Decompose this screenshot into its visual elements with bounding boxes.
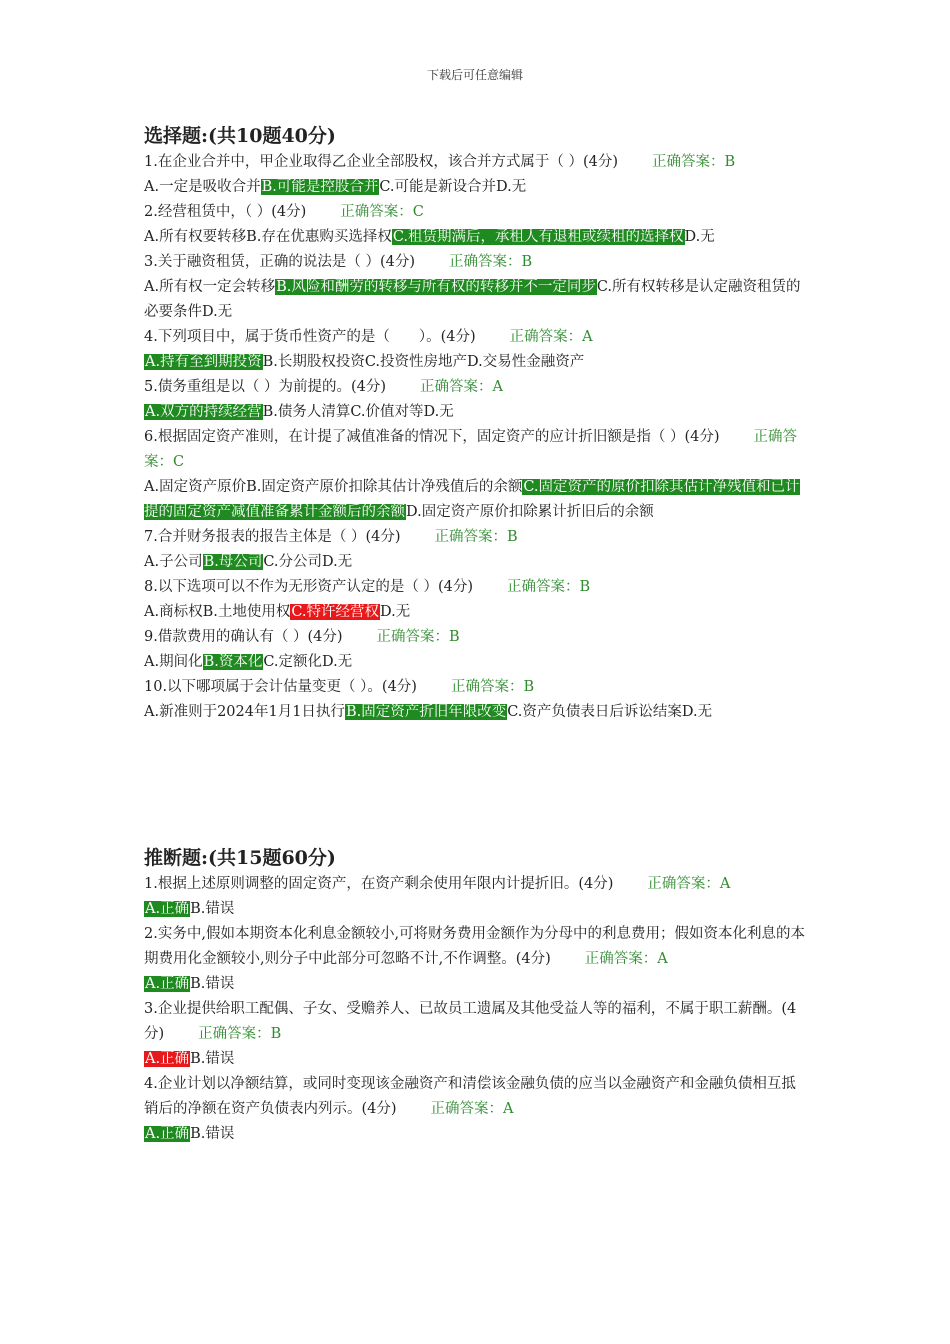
- section-title: 选择题:(共10题40分): [144, 125, 336, 147]
- option: D.无: [496, 179, 527, 195]
- option: B.债务人清算: [262, 404, 351, 420]
- correct-answer: 正确答案：B: [198, 1026, 282, 1042]
- correct-answer: 正确答案：B: [376, 629, 460, 645]
- question-stem: [144, 675, 808, 700]
- question-text: 2.经营租赁中，（ ）(4分): [144, 204, 307, 220]
- option-line: [144, 175, 808, 200]
- option-line: [144, 897, 808, 922]
- option-line: [144, 650, 808, 675]
- option: D.交易性金融资产: [467, 354, 585, 370]
- option-correct: A.双方的持续经营: [145, 404, 262, 420]
- option-line: [144, 550, 808, 575]
- option: D.无: [322, 554, 353, 570]
- option: A.商标权: [144, 604, 203, 620]
- option-correct: C.固定资产的原价扣除其估计净残值和已计提的固定资产减值准备累计金额后的余额: [144, 479, 800, 520]
- question-text: 4.企业计划以净额结算，或同时变现该金融资产和清偿该金融负债的应当以金融资产和金融负债相互抵销后的净额在资产负债表内列示。(4分): [144, 1076, 796, 1117]
- option: D.无: [681, 704, 713, 720]
- option-correct: B.固定资产折旧年限改变: [345, 704, 507, 720]
- correct-answer: 正确答案：B: [450, 679, 535, 695]
- option-wrong-selected: A.正确: [145, 1051, 190, 1067]
- question-text: 3.关于融资租赁，正确的说法是（ ）(4分): [144, 254, 415, 270]
- option: D.无: [380, 604, 411, 620]
- option: D.无: [202, 304, 233, 320]
- judgment-section: [144, 844, 808, 1147]
- option: B.错误: [190, 1126, 235, 1142]
- question-text: 8.以下选项可以不作为无形资产认定的是（ ）(4分): [144, 579, 473, 595]
- option: C.可能是新设合并: [379, 179, 497, 195]
- question-text: 2.实务中,假如本期资本化利息金额较小,可将财务费用金额作为分母中的利息费用；假如资本化利息的本期费用化金额较小,则分子中此部分可忽略不计,不作调整。(4分): [144, 926, 806, 967]
- option: D.无: [322, 654, 353, 670]
- correct-answer: 正确答案：C: [144, 429, 797, 470]
- option: C.价值对等: [350, 404, 424, 420]
- option: D.无: [684, 229, 715, 245]
- option-line: [144, 1122, 808, 1147]
- question-text: 1.在企业合并中，甲企业取得乙企业全部股权，该合并方式属于（ ）(4分): [144, 154, 618, 170]
- option-correct: A.正确: [145, 1126, 190, 1142]
- option: B.错误: [190, 901, 235, 917]
- option: C.所有权转移是认定融资租赁的必要条件: [144, 279, 801, 320]
- option: A.新准则于2024年1月1日执行: [144, 704, 345, 720]
- option-line: [144, 600, 808, 625]
- option-line: [144, 1047, 808, 1072]
- correct-answer: 正确答案：A: [647, 876, 731, 892]
- question-stem: [144, 575, 808, 600]
- question-text: 3.企业提供给职工配偶、子女、受赡养人、已故员工遗属及其他受益人等的福利，不属于职工薪酬。(4分): [144, 1001, 797, 1042]
- option: C.投资性房地产: [364, 354, 468, 370]
- option: B.土地使用权: [202, 604, 291, 620]
- question-stem: [144, 997, 808, 1047]
- choice-section: [144, 122, 808, 725]
- question-stem: [144, 325, 808, 350]
- correct-answer: 正确答案：A: [509, 329, 593, 345]
- question-stem: [144, 250, 808, 275]
- option: A.所有权要转移: [144, 229, 247, 245]
- option: B.固定资产原价扣除其估计净残值后的余额: [246, 479, 523, 495]
- option-wrong-selected: C.特许经营权: [291, 604, 380, 620]
- option-line: [144, 225, 808, 250]
- question-stem: [144, 1072, 808, 1122]
- option: B.错误: [190, 1051, 235, 1067]
- question-stem: [144, 625, 808, 650]
- question-stem: [144, 922, 808, 972]
- option: A.期间化: [144, 654, 203, 670]
- correct-answer: 正确答案：B: [651, 154, 736, 170]
- question-text: 10.以下哪项属于会计估量变更（ ）。(4分): [144, 679, 417, 695]
- option-correct: A.持有至到期投资: [145, 354, 262, 370]
- option-correct: B.风险和酬劳的转移与所有权的转移并不一定同步: [276, 279, 596, 295]
- option: A.所有权一定会转移: [144, 279, 276, 295]
- question-text: 5.债务重组是以（ ）为前提的。(4分): [144, 379, 386, 395]
- question-stem: [144, 200, 808, 225]
- question-text: 1.根据上述原则调整的固定资产，在资产剩余使用年限内计提折旧。(4分): [144, 876, 614, 892]
- option-correct: A.正确: [145, 976, 190, 992]
- question-stem: [144, 425, 808, 475]
- question-stem: [144, 375, 808, 400]
- option: B.存在优惠购买选择权: [246, 229, 392, 245]
- page-header: 下载后可任意编辑: [426, 68, 523, 82]
- option-line: [144, 972, 808, 997]
- correct-answer: 正确答案：C: [340, 204, 424, 220]
- option: A.一定是吸收合并: [144, 179, 261, 195]
- correct-answer: 正确答案：B: [506, 579, 591, 595]
- question-stem: [144, 872, 808, 897]
- option-line: [144, 275, 808, 325]
- option: B.长期股权投资: [262, 354, 365, 370]
- option: B.错误: [190, 976, 235, 992]
- correct-answer: 正确答案：A: [584, 951, 668, 967]
- option: A.子公司: [144, 554, 203, 570]
- option: A.固定资产原价: [144, 479, 247, 495]
- question-text: 7.合并财务报表的报告主体是（ ）(4分): [144, 529, 401, 545]
- option: C.资产负债表日后诉讼结案: [507, 704, 682, 720]
- option-line: [144, 475, 808, 525]
- correct-answer: 正确答案：B: [434, 529, 518, 545]
- option-line: [144, 400, 808, 425]
- question-stem: [144, 150, 808, 175]
- correct-answer: 正确答案：A: [430, 1101, 514, 1117]
- option: C.定额化: [263, 654, 323, 670]
- option-correct: B.可能是控股合并: [261, 179, 379, 195]
- option: C.分公司: [263, 554, 323, 570]
- section-title: 推断题:(共15题60分): [144, 847, 336, 869]
- option-correct: B.母公司: [203, 554, 263, 570]
- question-list: [144, 872, 808, 1147]
- option-correct: B.资本化: [203, 654, 263, 670]
- question-list: [144, 150, 808, 725]
- option-line: [144, 700, 808, 725]
- option-correct: A.正确: [145, 901, 190, 917]
- option-correct: C.租赁期满后，承租人有退租或续租的选择权: [392, 229, 684, 245]
- option-line: [144, 350, 808, 375]
- question-text: 9.借款费用的确认有（ ）(4分): [144, 629, 343, 645]
- question-stem: [144, 525, 808, 550]
- option: D.固定资产原价扣除累计折旧后的余额: [406, 504, 654, 520]
- option: D.无: [423, 404, 454, 420]
- question-text: 6.根据固定资产准则，在计提了减值准备的情况下，固定资产的应计折旧额是指（ ）(4分): [144, 429, 720, 445]
- correct-answer: 正确答案：B: [448, 254, 533, 270]
- correct-answer: 正确答案：A: [419, 379, 503, 395]
- question-text: 4.下列项目中，属于货币性资产的是（ ）。(4分): [144, 329, 476, 345]
